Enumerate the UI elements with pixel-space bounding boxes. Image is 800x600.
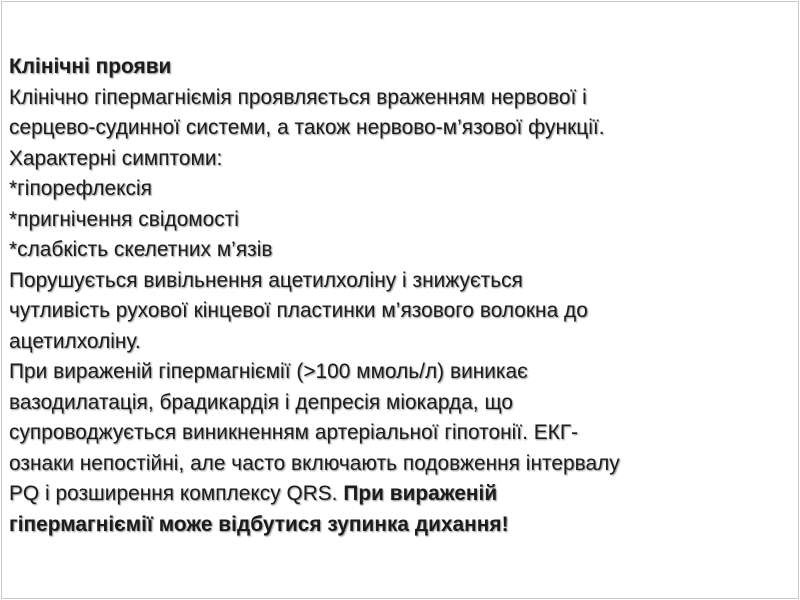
- text-line-7: Порушується вивільнення ацетилхоліну і знижується: [9, 268, 523, 292]
- text-line-12: супроводжується виникненням артеріальної гіпотонії. ЕКГ-: [9, 421, 579, 444]
- text-line-2: серцево-судинної системи, а також нервово-м’язової функції.: [9, 116, 605, 139]
- text-line-1: Клінічно гіпермагніємія проявляється враженням нервової і: [9, 85, 587, 109]
- slide-text-body: [9, 52, 795, 540]
- text-line-3: Характерні симптоми:: [9, 146, 223, 170]
- text-line-14: [9, 479, 795, 510]
- symptom-item-2: *пригнічення свідомості: [9, 207, 239, 231]
- slide-heading: Клінічні прояви: [9, 55, 172, 78]
- text-line-14-bold: При вираженій: [343, 482, 498, 505]
- text-line-14-normal: PQ і розширення комплексу QRS.: [9, 482, 344, 505]
- text-line-8: чутливість рухової кінцевої пластинки м’язового волокна до: [9, 299, 588, 322]
- text-line-10: При вираженій гіпермагніємії (>100 ммоль/л) виникає: [9, 360, 528, 383]
- text-line-15-bold: гіпермагніємії може відбутися зупинка дихання!: [9, 512, 509, 536]
- text-line-11: вазодилатація, брадикардія і депресія міокарда, що: [9, 390, 514, 414]
- symptom-item-1: *гіпорефлексія: [9, 177, 152, 200]
- text-line-9: ацетилхоліну.: [9, 329, 141, 353]
- text-line-13: ознаки непостійні, але часто включають подовження інтервалу: [9, 451, 620, 475]
- symptom-item-3: *слабкість скелетних м’язів: [9, 238, 273, 261]
